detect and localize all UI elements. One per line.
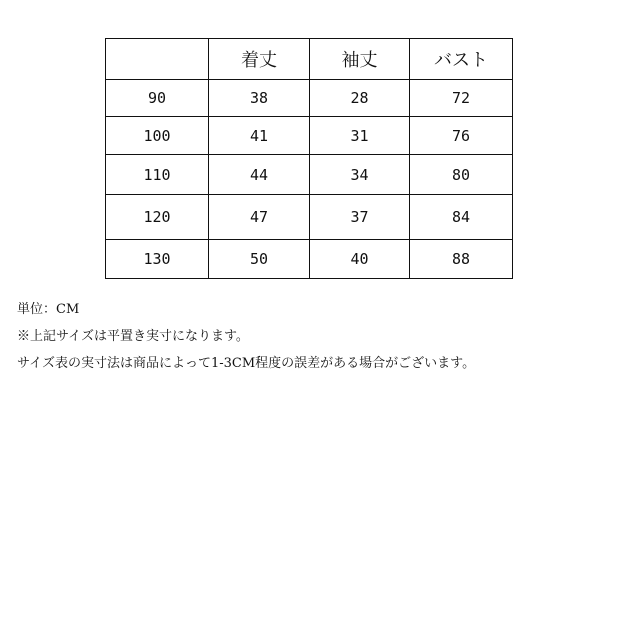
header-cell-bust: バスト [410, 39, 513, 80]
table-row [106, 195, 513, 240]
unit-note: 単位：CM [17, 302, 80, 317]
bust-cell: 88 [410, 240, 513, 279]
length-cell: 41 [209, 117, 310, 155]
tolerance-note: サイズ表の実寸法は商品によって1-3CM程度の誤差がある場合がございます。 [17, 356, 476, 371]
sleeve-cell: 37 [310, 195, 410, 240]
table-row [106, 155, 513, 195]
sleeve-cell: 40 [310, 240, 410, 279]
bust-cell: 72 [410, 80, 513, 117]
length-cell: 44 [209, 155, 310, 195]
sleeve-cell: 28 [310, 80, 410, 117]
flat-measure-note: ※上記サイズは平置き実寸になります。 [17, 329, 249, 344]
header-cell-blank [106, 39, 209, 80]
table-header-row [106, 39, 513, 80]
bust-cell: 84 [410, 195, 513, 240]
size-cell: 120 [106, 195, 209, 240]
bust-cell: 76 [410, 117, 513, 155]
table-row [106, 117, 513, 155]
size-table [105, 38, 513, 279]
length-cell: 47 [209, 195, 310, 240]
table-row [106, 240, 513, 279]
sleeve-cell: 34 [310, 155, 410, 195]
header-cell-sleeve: 袖丈 [310, 39, 410, 80]
size-notes [17, 296, 475, 377]
bust-cell: 80 [410, 155, 513, 195]
length-cell: 50 [209, 240, 310, 279]
sleeve-cell: 31 [310, 117, 410, 155]
length-cell: 38 [209, 80, 310, 117]
header-cell-length: 着丈 [209, 39, 310, 80]
table-row [106, 80, 513, 117]
size-cell: 100 [106, 117, 209, 155]
size-cell: 130 [106, 240, 209, 279]
size-cell: 110 [106, 155, 209, 195]
size-cell: 90 [106, 80, 209, 117]
